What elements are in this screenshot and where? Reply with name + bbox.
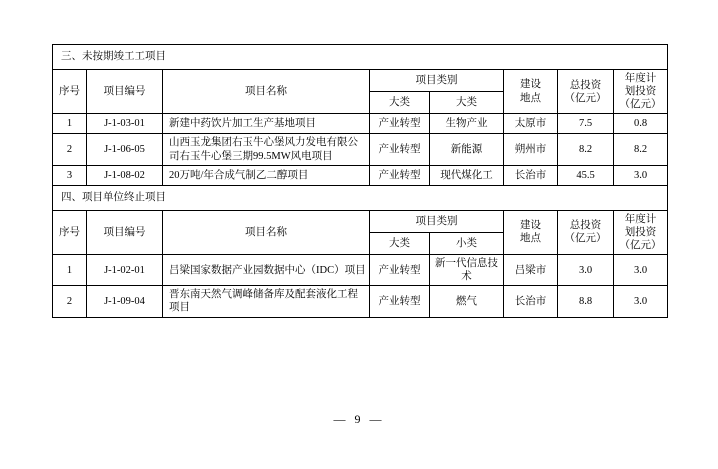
header-year xyxy=(614,210,668,254)
cell-seq: 1 xyxy=(53,255,87,286)
cell-place: 太原市 xyxy=(504,114,558,134)
header-year-line2: 划投资 xyxy=(624,86,657,98)
cell-seq: 3 xyxy=(53,165,87,185)
table-section-unfinished xyxy=(52,44,668,318)
header-place xyxy=(504,70,558,114)
document-content xyxy=(52,44,667,318)
cell-seq: 2 xyxy=(53,286,87,317)
table-row xyxy=(53,134,668,165)
cell-seq: 1 xyxy=(53,114,87,134)
header-total xyxy=(558,210,614,254)
table-row xyxy=(53,165,668,185)
cell-category-big: 产业转型 xyxy=(370,134,430,165)
header-category-small: 大类 xyxy=(430,92,504,114)
header-name: 项目名称 xyxy=(163,70,370,114)
cell-total: 7.5 xyxy=(558,114,614,134)
cell-year: 8.2 xyxy=(614,134,668,165)
cell-code: J-1-06-05 xyxy=(87,134,163,165)
cell-category-small: 新能源 xyxy=(430,134,504,165)
header-place-line1: 建设 xyxy=(520,79,541,91)
cell-category-big: 产业转型 xyxy=(370,165,430,185)
section-title-row xyxy=(53,45,668,70)
cell-year: 3.0 xyxy=(614,165,668,185)
header-category-small: 小类 xyxy=(430,232,504,254)
header-code: 项目编号 xyxy=(87,210,163,254)
cell-name: 山西玉龙集团右玉牛心堡风力发电有限公司右玉牛心堡三期99.5MW风电项目 xyxy=(163,134,370,165)
table-header-row-1 xyxy=(53,70,668,92)
cell-code: J-1-02-01 xyxy=(87,255,163,286)
cell-name: 吕梁国家数据产业园数据中心（IDC）项目 xyxy=(163,255,370,286)
cell-category-small: 新一代信息技术 xyxy=(430,255,504,286)
header-year-line1: 年度计 xyxy=(624,73,657,84)
cell-total: 8.2 xyxy=(558,134,614,165)
cell-place: 长治市 xyxy=(504,286,558,317)
table-row xyxy=(53,286,668,317)
header-code: 项目编号 xyxy=(87,70,163,114)
cell-category-small: 燃气 xyxy=(430,286,504,317)
header-year-line1: 年度计 xyxy=(624,213,657,225)
header-total-line2: （亿元） xyxy=(564,92,607,104)
cell-category-big: 产业转型 xyxy=(370,286,430,317)
cell-year: 0.8 xyxy=(614,114,668,134)
cell-place: 吕梁市 xyxy=(504,255,558,286)
header-place-line2: 地点 xyxy=(520,233,541,245)
cell-place: 长治市 xyxy=(504,165,558,185)
cell-code: J-1-08-02 xyxy=(87,165,163,185)
header-category: 项目类别 xyxy=(370,70,504,92)
page-number: — 9 — xyxy=(333,412,385,426)
cell-seq: 2 xyxy=(53,134,87,165)
table-row xyxy=(53,255,668,286)
table-header-row-1 xyxy=(53,210,668,232)
cell-total: 8.8 xyxy=(558,286,614,317)
header-category-big: 大类 xyxy=(370,92,430,114)
header-year-line3: （亿元） xyxy=(619,99,662,111)
cell-category-small: 生物产业 xyxy=(430,114,504,134)
section-title-row xyxy=(53,185,668,210)
cell-category-small: 现代煤化工 xyxy=(430,165,504,185)
header-name: 项目名称 xyxy=(163,210,370,254)
cell-total: 3.0 xyxy=(558,255,614,286)
cell-name: 新建中药饮片加工生产基地项目 xyxy=(163,114,370,134)
section-title: 四、项目单位终止项目 xyxy=(53,185,668,210)
header-total-line1: 总投资 xyxy=(569,220,602,232)
header-seq: 序号 xyxy=(53,210,87,254)
header-total-line1: 总投资 xyxy=(569,79,602,91)
table-row xyxy=(53,114,668,134)
cell-code: J-1-09-04 xyxy=(87,286,163,317)
header-total-line2: （亿元） xyxy=(564,233,607,245)
header-seq: 序号 xyxy=(53,70,87,114)
header-year-line3: （亿元） xyxy=(619,239,662,251)
header-category: 项目类别 xyxy=(370,210,504,232)
header-year-line2: 划投资 xyxy=(624,226,657,238)
cell-total: 45.5 xyxy=(558,165,614,185)
header-year xyxy=(614,70,668,114)
cell-year: 3.0 xyxy=(614,286,668,317)
cell-name: 20万吨/年合成气制乙二醇项目 xyxy=(163,165,370,185)
header-place-line2: 地点 xyxy=(520,92,541,104)
cell-year: 3.0 xyxy=(614,255,668,286)
cell-place: 朔州市 xyxy=(504,134,558,165)
section-title: 三、未按期竣工工项目 xyxy=(53,45,668,70)
cell-code: J-1-03-01 xyxy=(87,114,163,134)
cell-category-big: 产业转型 xyxy=(370,255,430,286)
header-total xyxy=(558,70,614,114)
header-place-line1: 建设 xyxy=(520,220,541,232)
cell-category-big: 产业转型 xyxy=(370,114,430,134)
header-place xyxy=(504,210,558,254)
cell-name: 晋东南天然气调峰储备库及配套液化工程项目 xyxy=(163,286,370,317)
header-category-big: 大类 xyxy=(370,232,430,254)
